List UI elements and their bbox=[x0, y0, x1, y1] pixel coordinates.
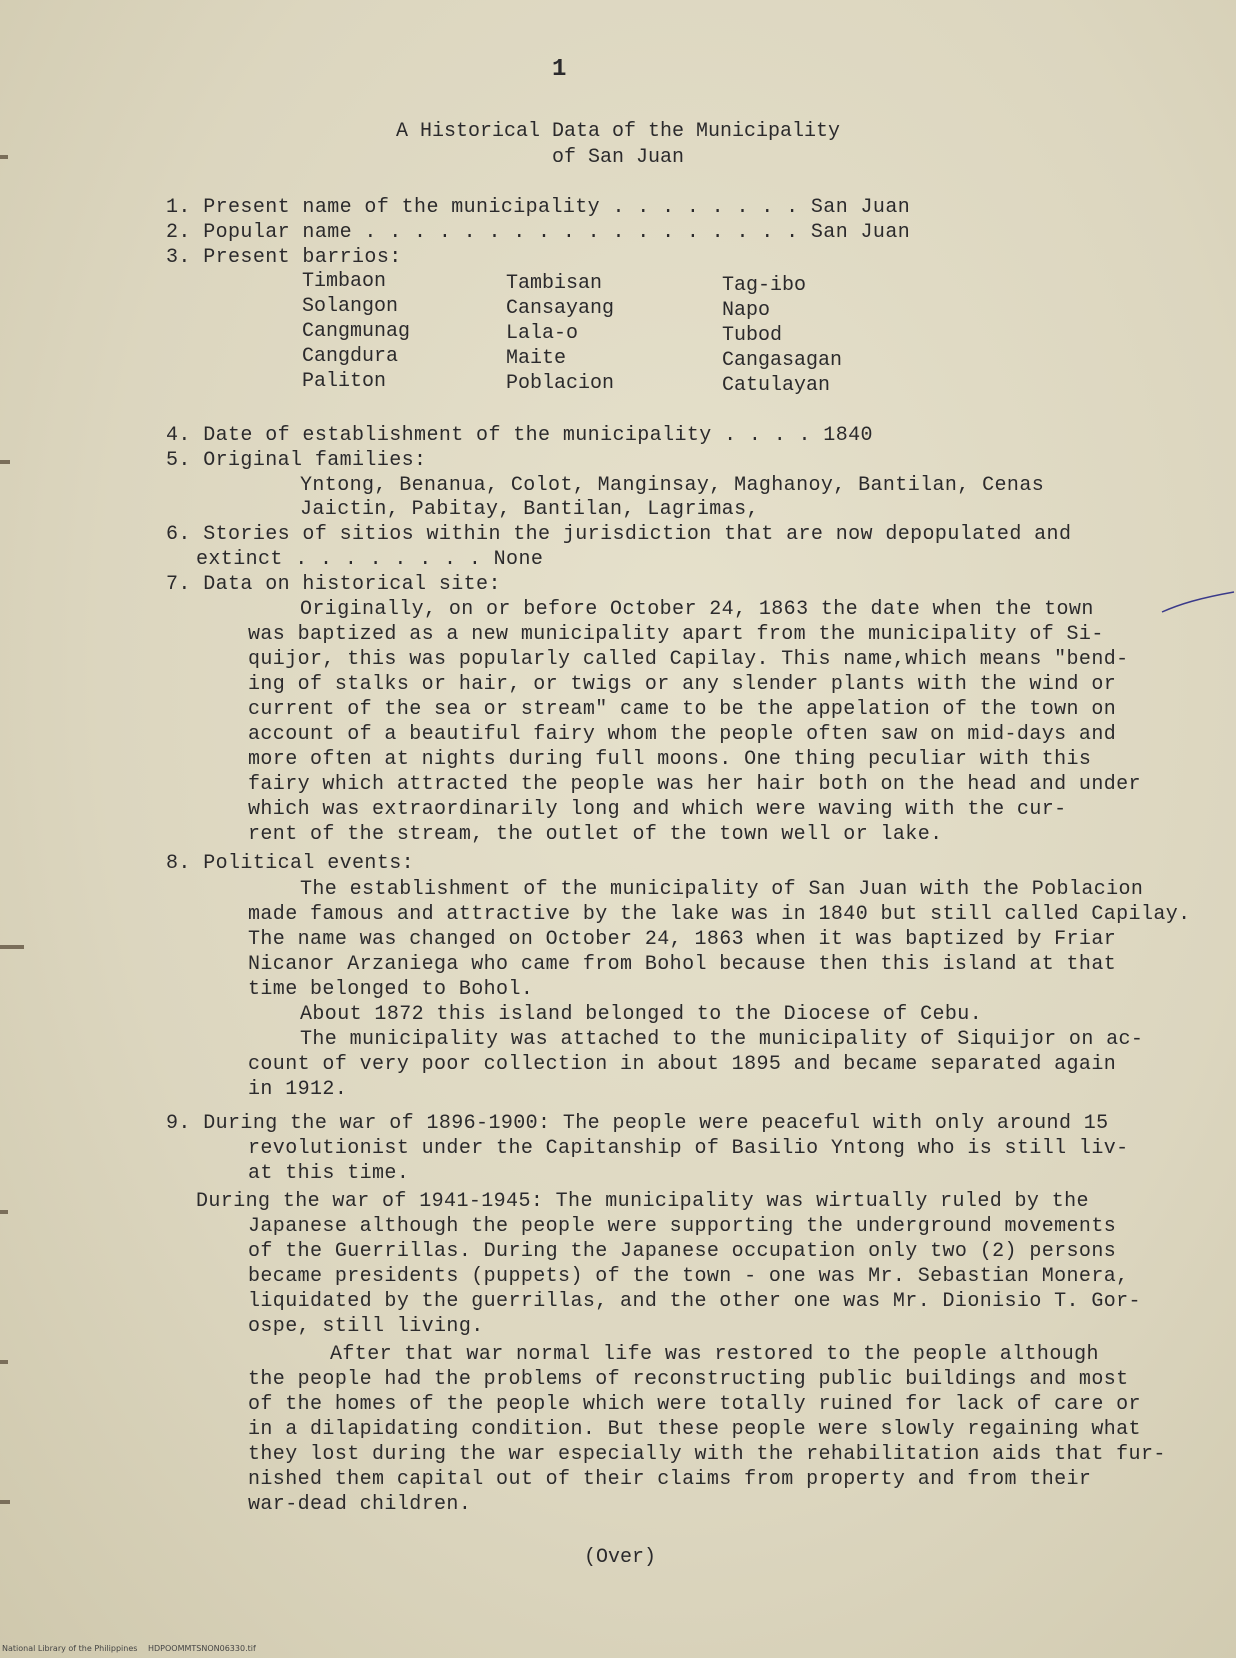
barrio-name: Lala-o bbox=[506, 322, 579, 345]
barrio-name: Tambisan bbox=[506, 272, 603, 295]
paragraph-line: made famous and attractive by the lake was in 1840 but still called Capilay. bbox=[248, 903, 1191, 926]
paragraph-line: time belonged to Bohol. bbox=[248, 978, 534, 1001]
paragraph-line: Japanese although the people were supporting the underground movements bbox=[248, 1215, 1117, 1238]
page-number: 1 bbox=[552, 56, 567, 83]
barrio-name: Poblacion bbox=[506, 372, 615, 395]
paragraph-line: the people had the problems of reconstructing public buildings and most bbox=[248, 1368, 1129, 1391]
item-popular-name: 2. Popular name . . . . . . . . . . . . . . . . . . San Juan bbox=[166, 221, 911, 244]
item-political-events: 8. Political events: bbox=[166, 852, 415, 875]
barrio-name: Napo bbox=[722, 299, 771, 322]
paragraph-line: nished them capital out of their claims from property and from their bbox=[248, 1468, 1092, 1491]
paragraph-line: of the homes of the people which were totally ruined for lack of care or bbox=[248, 1393, 1141, 1416]
item-present-name: 1. Present name of the municipality . . . . . . . . San Juan bbox=[166, 196, 911, 219]
barrio-name: Cangdura bbox=[302, 345, 399, 368]
barrio-name: Tubod bbox=[722, 324, 783, 347]
barrio-name: Cansayang bbox=[506, 297, 615, 320]
item-sitios: 6. Stories of sitios within the jurisdiction that are now depopulated and bbox=[166, 523, 1072, 546]
item-present-barrios: 3. Present barrios: bbox=[166, 246, 402, 269]
barrio-name: Paliton bbox=[302, 370, 387, 393]
paragraph-line: ing of stalks or hair, or twigs or any slender plants with the wind or bbox=[248, 673, 1117, 696]
paragraph-line: at this time. bbox=[248, 1162, 410, 1185]
barrio-name: Catulayan bbox=[722, 374, 831, 397]
paragraph-line: Nicanor Arzaniega who came from Bohol because then this island at that bbox=[248, 953, 1117, 976]
paragraph-line: count of very poor collection in about 1895 and became separated again bbox=[248, 1053, 1117, 1076]
margin-pen-mark bbox=[1160, 590, 1236, 620]
binding-marks bbox=[0, 0, 40, 1658]
paragraph-line: About 1872 this island belonged to the Diocese of Cebu. bbox=[300, 1003, 983, 1026]
barrio-name: Timbaon bbox=[302, 270, 387, 293]
over-note: (Over) bbox=[584, 1546, 657, 1569]
barrio-name: Maite bbox=[506, 347, 567, 370]
families-line: Jaictin, Pabitay, Bantilan, Lagrimas, bbox=[300, 498, 759, 521]
paragraph-line: more often at nights during full moons. One thing peculiar with this bbox=[248, 748, 1092, 771]
paragraph-line: of the Guerrillas. During the Japanese occupation only two (2) persons bbox=[248, 1240, 1117, 1263]
item-sitios-extinct: extinct . . . . . . . . None bbox=[196, 548, 544, 571]
paragraph-line: After that war normal life was restored to the people although bbox=[330, 1343, 1099, 1366]
paragraph-line: fairy which attracted the people was her hair both on the head and under bbox=[248, 773, 1141, 796]
barrio-name: Tag-ibo bbox=[722, 274, 807, 297]
paragraph-line: 9. During the war of 1896-1900: The people were peaceful with only around 15 bbox=[166, 1112, 1109, 1135]
paragraph-line: revolutionist under the Capitanship of Basilio Yntong who is still liv- bbox=[248, 1137, 1129, 1160]
paragraph-line: rent of the stream, the outlet of the town well or lake. bbox=[248, 823, 943, 846]
item-historical-site: 7. Data on historical site: bbox=[166, 573, 501, 596]
families-line: Yntong, Benanua, Colot, Manginsay, Maghanoy, Bantilan, Cenas bbox=[300, 474, 1045, 497]
paragraph-line: Originally, on or before October 24, 1863 the date when the town bbox=[300, 598, 1094, 621]
footer-file-id: HDPOOMMTSNON06330.tif bbox=[148, 1644, 256, 1653]
paragraph-line: account of a beautiful fairy whom the people often saw on mid-days and bbox=[248, 723, 1117, 746]
paragraph-line: which was extraordinarily long and which were waving with the cur- bbox=[248, 798, 1067, 821]
paragraph-line: current of the sea or stream" came to be the appelation of the town on bbox=[248, 698, 1117, 721]
paragraph-line: The name was changed on October 24, 1863 when it was baptized by Friar bbox=[248, 928, 1117, 951]
barrio-name: Solangon bbox=[302, 295, 399, 318]
document-subtitle: of San Juan bbox=[551, 146, 685, 169]
barrio-name: Cangmunag bbox=[302, 320, 411, 343]
paragraph-line: quijor, this was popularly called Capilay. This name,which means "bend- bbox=[248, 648, 1129, 671]
paragraph-line: ospe, still living. bbox=[248, 1315, 484, 1338]
paragraph-line: was baptized as a new municipality apart from the municipality of Si- bbox=[248, 623, 1104, 646]
item-date-established: 4. Date of establishment of the municipality . . . . 1840 bbox=[166, 424, 873, 447]
paragraph-line: During the war of 1941-1945: The municipality was wirtually ruled by the bbox=[196, 1190, 1089, 1213]
paragraph-line: liquidated by the guerrillas, and the other one was Mr. Dionisio T. Gor- bbox=[248, 1290, 1141, 1313]
paragraph-line: they lost during the war especially with the rehabilitation aids that fur- bbox=[248, 1443, 1166, 1466]
paragraph-line: became presidents (puppets) of the town - one was Mr. Sebastian Monera, bbox=[248, 1265, 1129, 1288]
footer-library: National Library of the Philippines bbox=[2, 1644, 138, 1653]
document-title: A Historical Data of the Municipality bbox=[395, 120, 841, 143]
paragraph-line: in 1912. bbox=[248, 1078, 348, 1101]
item-original-families: 5. Original families: bbox=[166, 449, 427, 472]
paragraph-line: war-dead children. bbox=[248, 1493, 472, 1516]
paragraph-line: The establishment of the municipality of San Juan with the Poblacion bbox=[300, 878, 1144, 901]
paragraph-line: The municipality was attached to the municipality of Siquijor on ac- bbox=[300, 1028, 1144, 1051]
barrio-name: Cangasagan bbox=[722, 349, 843, 372]
paragraph-line: in a dilapidating condition. But these people were slowly regaining what bbox=[248, 1418, 1141, 1441]
